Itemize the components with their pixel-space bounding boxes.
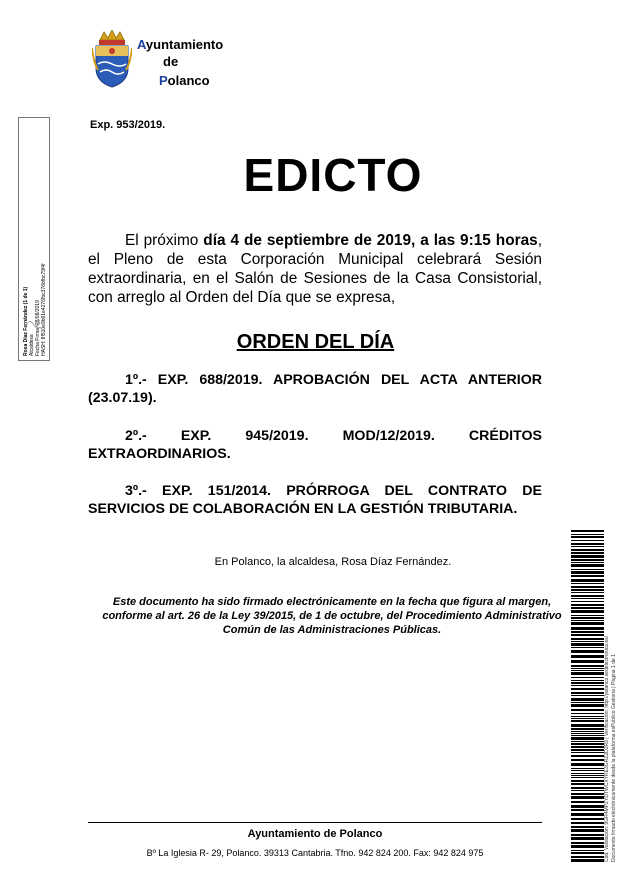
barcode-bar <box>571 555 604 558</box>
barcode-bar <box>571 677 604 678</box>
barcode-bar <box>571 826 604 828</box>
barcode-bar <box>571 741 604 742</box>
stamp-line: Rosa Díaz Fernández (1 de 1) <box>23 286 29 356</box>
barcode-bar <box>571 620 604 621</box>
barcode-bar <box>571 604 604 606</box>
barcode-bar <box>571 601 604 602</box>
barcode-bar <box>571 564 604 567</box>
barcode-bar <box>571 655 604 658</box>
file-reference: Exp. 953/2019. <box>90 119 166 131</box>
barcode-bar <box>571 834 604 836</box>
barcode-bar <box>571 763 604 766</box>
barcode-bar <box>571 850 604 851</box>
barcode-bar <box>571 813 604 816</box>
barcode-bar <box>571 569 604 570</box>
barcode-bar <box>571 631 604 633</box>
barcode-bar <box>571 698 604 701</box>
barcode-bar <box>571 775 604 776</box>
barcode-bar <box>571 668 604 669</box>
barcode-bar <box>571 770 604 771</box>
brand-line3: olanco <box>167 73 210 88</box>
barcode-bar <box>571 695 604 696</box>
intro-part1: El próximo <box>125 232 204 249</box>
barcode-bar <box>571 607 604 609</box>
barcode <box>571 530 604 862</box>
barcode-bar <box>571 647 604 648</box>
signature-scribble-icon <box>25 316 43 330</box>
barcode-bar <box>571 670 604 671</box>
barcode-bar <box>571 809 604 811</box>
verification-line: Cód. Validación: 9GR4MPZYDTWCXYRE3GRZ2D2R9 | Verificación: http://polanco.sedelectronica.es/ <box>604 635 610 862</box>
barcode-bar <box>571 583 604 584</box>
barcode-bar <box>571 755 604 757</box>
barcode-bar <box>571 549 604 551</box>
intro-part2: , el Pleno de esta Corporación Municipal celebrará Sesión extraordinaria, en el Salón de Sesiones de la Casa Consistorial, con arreglo al Orden del Día que se expresa, <box>88 232 542 306</box>
barcode-bar <box>571 615 604 616</box>
barcode-bar <box>571 713 604 714</box>
barcode-bar <box>571 543 604 545</box>
barcode-bar <box>571 805 604 808</box>
barcode-bar <box>571 559 604 561</box>
stamp-line: Alcaldesa <box>29 334 35 356</box>
barcode-bar <box>571 575 604 577</box>
stamp-line: Fecha Firma: 28/08/2019 <box>35 300 41 356</box>
barcode-bar <box>571 716 604 717</box>
barcode-bar <box>571 536 604 538</box>
footer-divider <box>88 822 542 823</box>
barcode-bar <box>571 818 604 820</box>
barcode-bar <box>571 672 604 675</box>
barcode-bar <box>571 777 604 778</box>
agenda-item: 2º.- EXP. 945/2019. MOD/12/2019. CRÉDITOS EXTRAORDINARIOS. <box>88 428 542 462</box>
barcode-bar <box>571 856 604 858</box>
barcode-bar <box>571 749 604 751</box>
footer-name: Ayuntamiento de Polanco <box>247 828 383 840</box>
agenda-title: ORDEN DEL DÍA <box>236 331 395 353</box>
barcode-bar <box>571 780 604 782</box>
barcode-bar <box>571 540 604 541</box>
barcode-bar <box>571 598 604 599</box>
barcode-bar <box>571 643 604 646</box>
barcode-bar <box>571 724 604 727</box>
barcode-bar <box>571 842 604 844</box>
brand-line1: yuntamiento <box>145 37 224 52</box>
barcode-bar <box>571 718 604 719</box>
barcode-bar <box>571 688 604 690</box>
barcode-bar <box>571 845 604 848</box>
barcode-bar <box>571 685 604 686</box>
barcode-bar <box>571 571 604 574</box>
barcode-bar <box>571 735 604 736</box>
barcode-bar <box>571 822 604 824</box>
barcode-bar <box>571 530 604 532</box>
footer-address: Bº La Iglesia R- 29, Polanco. 39313 Cantabria. Tfno. 942 824 200. Fax: 942 824 975 <box>146 848 484 858</box>
barcode-bar <box>571 737 604 740</box>
barcode-bar <box>571 793 604 795</box>
verification-text <box>604 562 628 862</box>
signature-stamp <box>18 117 50 361</box>
barcode-bar <box>571 692 604 694</box>
barcode-bar <box>571 682 604 684</box>
barcode-bar <box>571 746 604 748</box>
barcode-bar <box>571 586 604 588</box>
barcode-bar <box>571 641 604 642</box>
barcode-bar <box>571 796 604 799</box>
barcode-bar <box>571 801 604 803</box>
barcode-bar <box>571 595 604 597</box>
barcode-bar <box>571 837 604 840</box>
intro-date: día 4 de septiembre de 2019, a las 9:15 horas <box>203 232 538 249</box>
barcode-bar <box>571 592 604 593</box>
barcode-bar <box>571 829 604 832</box>
stamp-line: HASH: 8f510e9b61e4276fbc376bfbc79f4f <box>41 263 47 356</box>
barcode-bar <box>571 704 604 707</box>
barcode-bar <box>571 634 604 636</box>
agenda-item: 1º.- EXP. 688/2019. APROBACIÓN DEL ACTA ANTERIOR (23.07.19). <box>88 372 542 406</box>
intro-paragraph <box>88 231 542 307</box>
barcode-bar <box>571 759 604 761</box>
barcode-bar <box>571 752 604 753</box>
barcode-bar <box>571 546 604 547</box>
barcode-bar <box>571 610 604 613</box>
barcode-bar <box>571 589 604 591</box>
barcode-bar <box>571 852 604 854</box>
barcode-bar <box>571 731 604 732</box>
barcode-bar <box>571 638 604 640</box>
barcode-bar <box>571 783 604 785</box>
barcode-bar <box>571 660 604 663</box>
barcode-bar <box>571 743 604 745</box>
barcode-bar <box>571 579 604 582</box>
verification-line: Documento firmado electrónicamente desde la plataforma esPublico Gestiona | Página 1 de 1 <box>611 654 617 862</box>
barcode-bar <box>571 859 604 862</box>
barcode-bar <box>571 622 604 625</box>
barcode-bar <box>571 709 604 711</box>
barcode-bar <box>571 787 604 789</box>
signature-line: En Polanco, la alcaldesa, Rosa Díaz Fernández. <box>214 556 452 568</box>
coat-of-arms-logo <box>92 30 132 88</box>
barcode-bar <box>571 773 604 774</box>
page-title: EDICTO <box>243 149 423 201</box>
barcode-bar <box>571 680 604 681</box>
barcode-bar <box>571 665 604 667</box>
barcode-bar <box>571 562 604 563</box>
agenda-item: 3º.- EXP. 151/2014. PRÓRROGA DEL CONTRATO DE SERVICIOS DE COLABORACIÓN EN LA GESTIÓN TRIBUTARIA. <box>88 483 542 517</box>
barcode-bar <box>571 790 604 791</box>
barcode-bar <box>571 720 604 722</box>
barcode-bar <box>571 627 604 630</box>
barcode-bar <box>571 768 604 769</box>
barcode-bar <box>571 552 604 554</box>
legal-note: Este documento ha sido firmado electrónicamente en la fecha que figura al margen, conforme al art. 26 de la Ley 39/2015, de 1 de octubre, del Procedimiento Administrativo Común de las Administraciones Públicas. <box>102 596 562 636</box>
barcode-bar <box>571 534 604 535</box>
barcode-bar <box>571 733 604 734</box>
barcode-bar <box>571 702 604 703</box>
barcode-bar <box>571 728 604 730</box>
brand-line2: de <box>163 54 179 69</box>
barcode-bar <box>571 617 604 619</box>
barcode-bar <box>571 650 604 653</box>
